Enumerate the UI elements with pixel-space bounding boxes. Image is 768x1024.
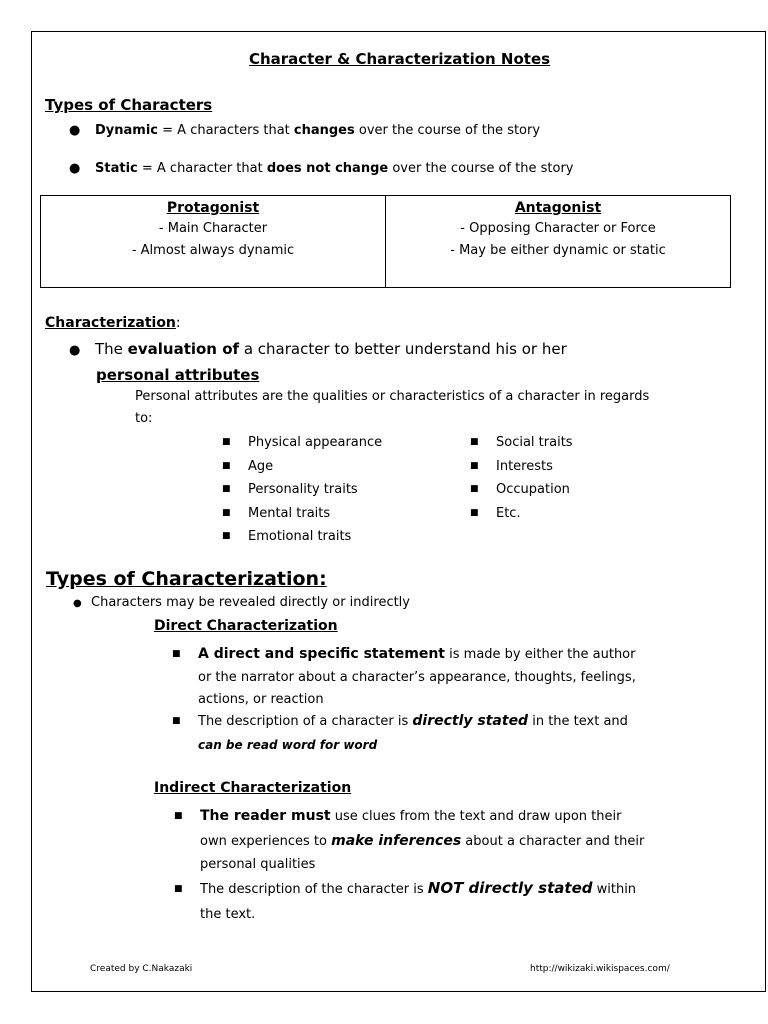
revealed-bullet	[73, 595, 410, 610]
direct-characterization-heading: Direct Characterization	[154, 618, 338, 634]
evaluation-pre: The	[95, 340, 128, 358]
antagonist-line: - May be either dynamic or static	[450, 243, 666, 258]
bullet-icon: ●	[69, 123, 81, 138]
static-pre: = A character that	[137, 161, 267, 176]
bullet-icon: ●	[69, 343, 81, 358]
list-item: ■ Age	[222, 458, 274, 474]
indirect-item-1-rest: use clues from the text and draw upon their	[330, 809, 622, 824]
dynamic-bold: changes	[293, 123, 355, 138]
revealed-text: Characters may be revealed directly or indirectly	[91, 595, 410, 610]
indirect-item-2: ■ The description of the character is NOT directly stated within the text.	[174, 877, 636, 926]
antagonist-cell	[386, 196, 731, 288]
indirect-characterization-heading: Indirect Characterization	[154, 780, 352, 796]
antagonist-heading: Antagonist	[514, 200, 602, 216]
attributes-description-line2: to:	[135, 411, 153, 426]
bullet-icon: ●	[73, 598, 82, 609]
attributes-list-left	[222, 432, 382, 550]
list-item: ■ Personality traits	[222, 482, 358, 497]
static-post: over the course of the story	[388, 161, 574, 176]
indirect-item-1-line3: personal qualities	[200, 857, 316, 872]
types-of-characterization-heading: Types of Characterization:	[46, 568, 327, 590]
direct-item-2: ■ The description of a character is directly stated in the text and can be read word for word	[172, 710, 628, 756]
list-item: ■ Physical appearance	[222, 435, 383, 450]
direct-item-2-pre: The description of a character is	[198, 714, 413, 729]
indirect-item-2-line2: the text.	[200, 907, 256, 922]
indirect-item-1-emph: make inferences	[331, 833, 462, 849]
protagonist-line: - Almost always dynamic	[131, 243, 295, 258]
indirect-item-2-pre: The description of the character is	[200, 882, 428, 897]
protagonist-antagonist-table	[40, 195, 731, 288]
attributes-list-right	[470, 432, 573, 526]
protagonist-heading: Protagonist	[166, 200, 260, 216]
protagonist-line: - Main Character	[158, 221, 268, 236]
evaluation-post: a character to better understand his or her	[239, 340, 567, 358]
list-item: ■ Interests	[470, 458, 553, 474]
footer-url[interactable]: http://wikizaki.wikispaces.com/	[530, 964, 670, 974]
evaluation-bullet	[69, 340, 567, 358]
direct-item-2-post: in the text and	[528, 714, 628, 729]
indirect-item-1-line2-post: about a character and their	[461, 834, 645, 849]
indirect-item-1-bold: The reader must	[200, 808, 331, 824]
dynamic-bullet	[69, 123, 540, 138]
direct-item-1-bold: A direct and specific statement	[198, 646, 446, 662]
list-item: ■ Emotional traits	[222, 529, 352, 544]
characterization-colon: :	[175, 315, 181, 331]
evaluation-bold: evaluation of	[127, 340, 240, 358]
indirect-item-2-post: within	[592, 882, 637, 897]
list-item: ■ Mental traits	[222, 505, 331, 521]
direct-item-1-line2: or the narrator about a character’s appearance, thoughts, feelings,	[198, 670, 636, 685]
list-item: ■ Social traits	[470, 435, 573, 450]
static-bullet	[69, 161, 574, 176]
static-term: Static	[95, 161, 138, 176]
types-of-characters-heading: Types of Characters	[45, 96, 213, 114]
list-item: ■ Occupation	[470, 482, 570, 497]
attributes-description-line1: Personal attributes are the qualities or characteristics of a character in regards	[135, 389, 650, 404]
indirect-item-1: ■ The reader must use clues from the text and draw upon their own experiences to make inferences about a character and their personal qualities	[174, 805, 644, 876]
direct-item-1-rest: is made by either the author	[445, 647, 636, 662]
dynamic-post: over the course of the story	[354, 123, 541, 138]
dynamic-term: Dynamic	[95, 123, 159, 138]
dynamic-pre: = A characters that	[158, 123, 294, 138]
personal-attributes-heading: personal attributes	[96, 366, 260, 384]
characterization-heading-row	[45, 315, 181, 331]
antagonist-line: - Opposing Character or Force	[460, 221, 656, 236]
list-item: ■ Etc.	[470, 505, 521, 521]
direct-item-1-line3: actions, or reaction	[198, 692, 324, 707]
bullet-icon: ●	[69, 161, 81, 176]
indirect-item-2-emph: NOT directly stated	[427, 879, 593, 897]
notes-page	[31, 31, 766, 992]
static-bold: does not change	[266, 161, 389, 176]
protagonist-cell	[41, 196, 386, 288]
characterization-heading: Characterization	[45, 315, 176, 331]
direct-item-2-emph: directly stated	[412, 713, 529, 729]
page-title: Character & Characterization Notes	[248, 50, 551, 68]
indirect-item-1-line2-pre: own experiences to	[200, 834, 332, 849]
direct-item-1: ■ A direct and specific statement is made by either the author or the narrator about a character’s appearance, thoughts, feelings, actions, or reaction	[172, 643, 636, 711]
footer-credit: Created by C.Nakazaki	[90, 964, 193, 974]
direct-item-2-line2: can be read word for word	[198, 738, 378, 752]
